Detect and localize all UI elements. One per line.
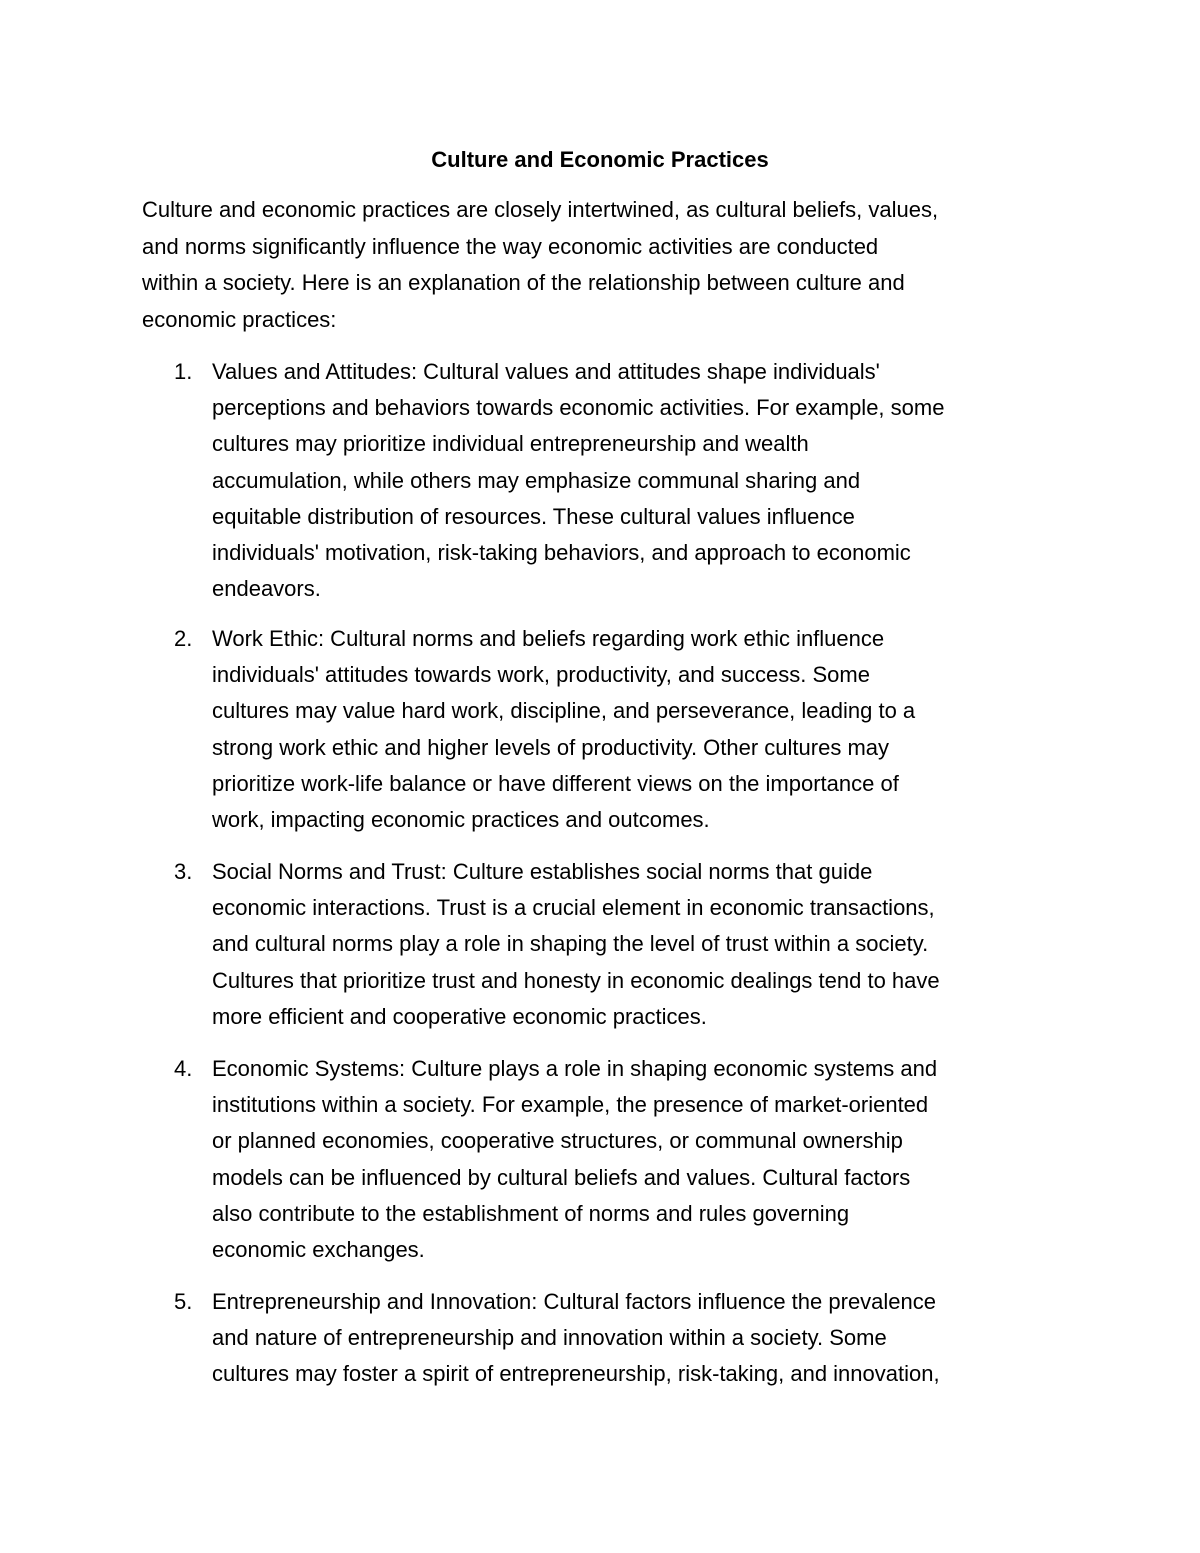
intro-line: Culture and economic practices are closely intertwined, as cultural beliefs, values, bbox=[142, 197, 939, 222]
list-item-text bbox=[212, 1284, 1072, 1393]
list-item-text bbox=[212, 621, 1072, 838]
list-item-line: models can be influenced by cultural beliefs and values. Cultural factors bbox=[212, 1164, 911, 1190]
list-item-line: Entrepreneurship and Innovation: Cultural factors influence the prevalence bbox=[212, 1289, 937, 1314]
list-item-line: Economic Systems: Culture plays a role in shaping economic systems and bbox=[212, 1056, 938, 1081]
list-item-line: accumulation, while others may emphasize communal sharing and bbox=[212, 467, 861, 493]
list-item-line: and cultural norms play a role in shaping the level of trust within a society. bbox=[212, 931, 929, 957]
list-item-line: work, impacting economic practices and outcomes. bbox=[212, 807, 710, 833]
list-item-line: Values and Attitudes: Cultural values and attitudes shape individuals' bbox=[212, 359, 880, 384]
intro-paragraph bbox=[142, 192, 1072, 338]
list-item-values-and-attitudes bbox=[142, 354, 1072, 607]
list-item-text bbox=[212, 1051, 1072, 1268]
document-title: Culture and Economic Practices bbox=[431, 147, 769, 172]
list-item-line: and nature of entrepreneurship and innovation within a society. Some bbox=[212, 1325, 887, 1351]
list-item-line: Work Ethic: Cultural norms and beliefs regarding work ethic influence bbox=[212, 626, 885, 651]
list-item-line: also contribute to the establishment of norms and rules governing bbox=[212, 1200, 850, 1226]
list-item-line: economic interactions. Trust is a crucial element in economic transactions, bbox=[212, 895, 935, 921]
list-item-text bbox=[212, 854, 1072, 1035]
list-item-line: cultures may prioritize individual entrepreneurship and wealth bbox=[212, 431, 809, 457]
list-item-line: equitable distribution of resources. These cultural values influence bbox=[212, 503, 855, 529]
list-item-line: prioritize work-life balance or have different views on the importance of bbox=[212, 770, 899, 796]
list-item-line: Cultures that prioritize trust and honesty in economic dealings tend to have bbox=[212, 967, 940, 993]
list-item-economic-systems bbox=[142, 1051, 1072, 1268]
list-item-line: cultures may foster a spirit of entrepreneurship, risk-taking, and innovation, bbox=[212, 1361, 940, 1387]
list-item-line: strong work ethic and higher levels of productivity. Other cultures may bbox=[212, 734, 890, 760]
list-item-line: cultures may value hard work, discipline, and perseverance, leading to a bbox=[212, 698, 916, 724]
list-item-line: individuals' motivation, risk-taking behaviors, and approach to economic bbox=[212, 540, 911, 566]
list-item-line: endeavors. bbox=[212, 576, 321, 602]
list-item-number: 3. bbox=[174, 859, 193, 884]
intro-line: and norms significantly influence the way economic activities are conducted bbox=[142, 233, 879, 259]
list-item-work-ethic bbox=[142, 621, 1072, 838]
list-item-line: or planned economies, cooperative structures, or communal ownership bbox=[212, 1128, 903, 1154]
intro-line: economic practices: bbox=[142, 306, 337, 332]
list-item-number: 2. bbox=[174, 626, 193, 651]
list-item-number: 1. bbox=[174, 359, 193, 384]
list-item-line: perceptions and behaviors towards economic activities. For example, some bbox=[212, 395, 945, 421]
list-item-entrepreneurship-and-innovation bbox=[142, 1284, 1072, 1393]
list-item-line: Social Norms and Trust: Culture establishes social norms that guide bbox=[212, 859, 873, 884]
list-item-social-norms-and-trust bbox=[142, 854, 1072, 1035]
list-item-line: institutions within a society. For example, the presence of market-oriented bbox=[212, 1092, 929, 1118]
list-item-line: economic exchanges. bbox=[212, 1237, 425, 1263]
list-item-number: 5. bbox=[174, 1289, 193, 1314]
list-item-line: individuals' attitudes towards work, productivity, and success. Some bbox=[212, 662, 870, 688]
intro-line: within a society. Here is an explanation of the relationship between culture and bbox=[142, 270, 905, 295]
list-item-text bbox=[212, 354, 1072, 607]
list-item-number: 4. bbox=[174, 1056, 193, 1081]
list-item-line: more efficient and cooperative economic practices. bbox=[212, 1003, 707, 1029]
